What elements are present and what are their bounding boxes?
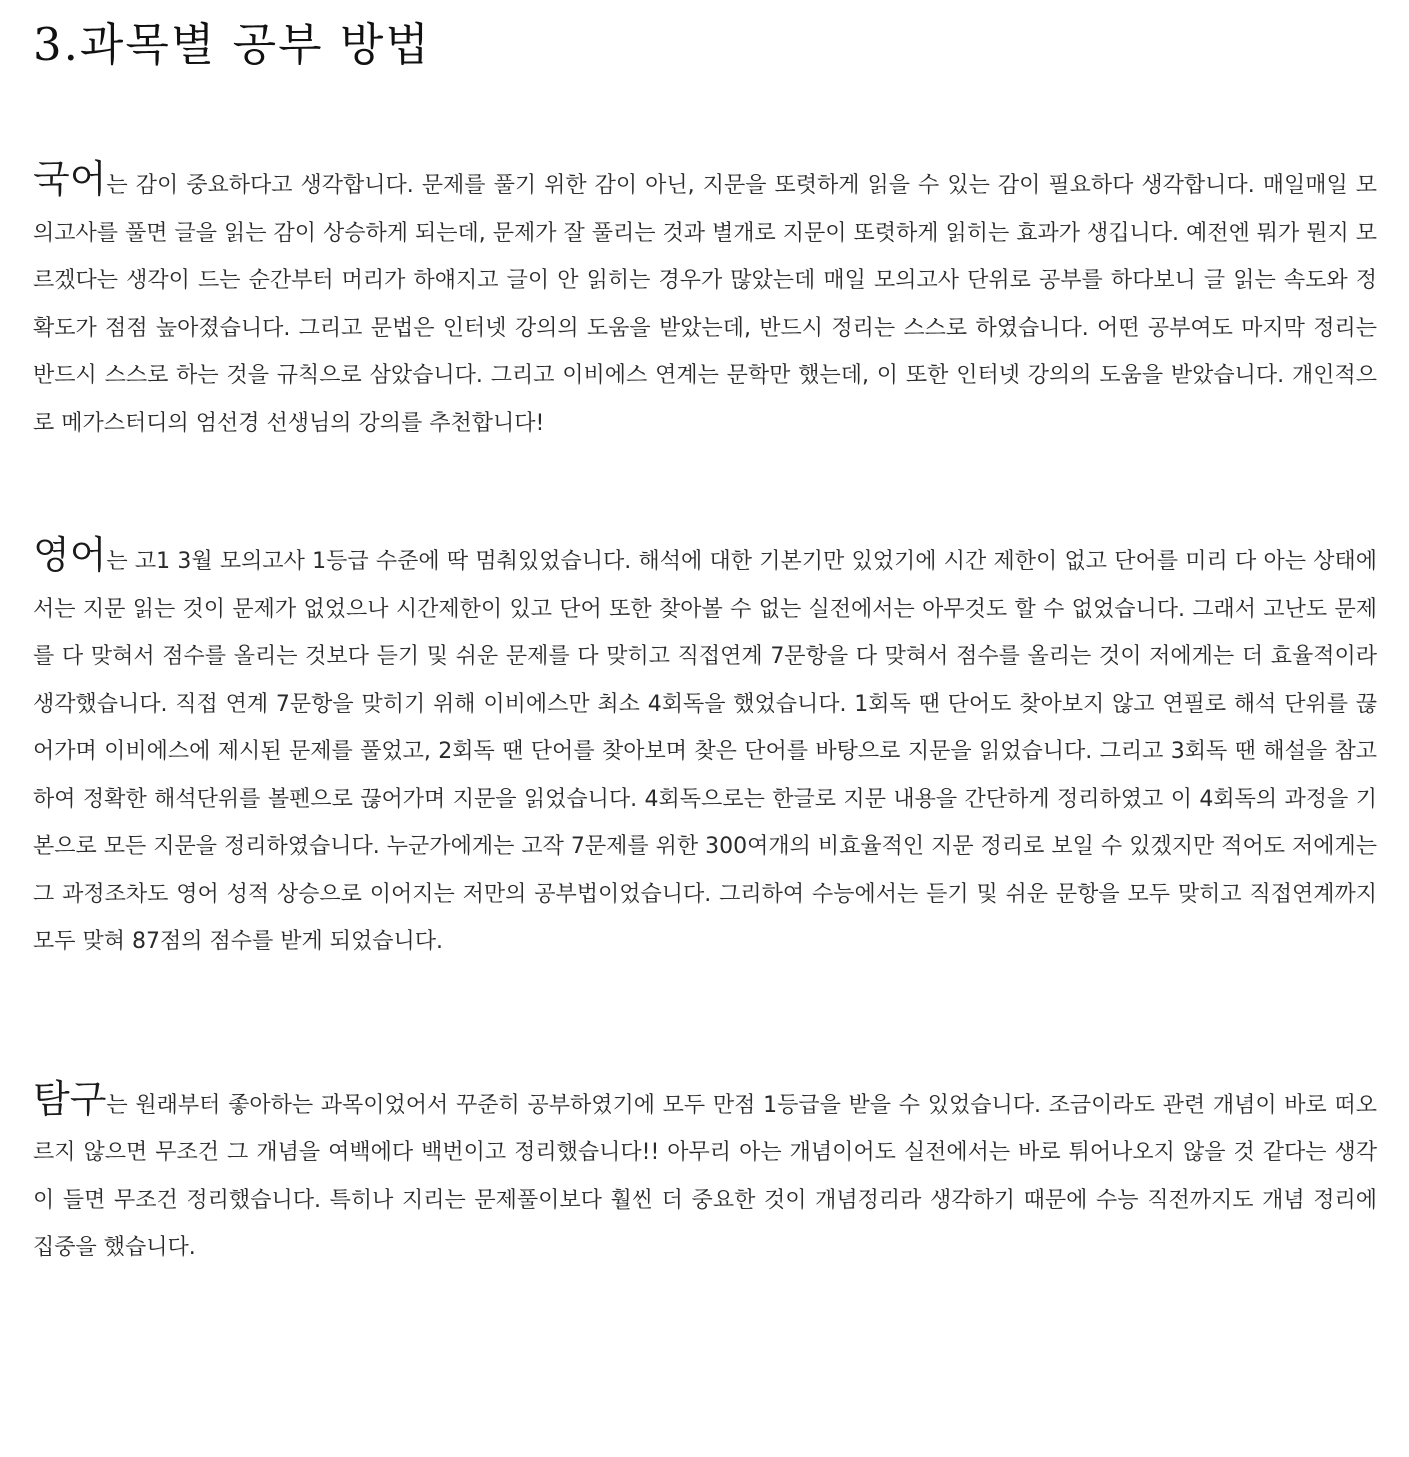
subject-heading-korean: 국어 xyxy=(33,157,107,201)
subject-heading-inquiry: 탐구 xyxy=(33,1076,107,1121)
section-english xyxy=(33,532,1377,966)
page-title: 3.과목별 공부 방법 xyxy=(33,18,431,71)
section-english-text: 는 고1 3월 모의고사 1등급 수준에 딱 멈춰있었습니다. 해석에 대한 기본기만 있었기에 시간 제한이 없고 단어를 미리 다 아는 상태에서는 지문 읽는 것이 문제가 없었으나 시간제한이 있고 단어 또한 찾아볼 수 없는 실전에서는 아무것도 할 수 없었습니다. 그래서 고난도 문제를 다 맞혀서 점수를 올리는 것보다 듣기 및 쉬운 문제를 다 맞히고 직접연계 7문항을 다 맞혀서 점수를 올리는 것이 저에게는 더 효율적이라 생각했습니다. 직접 연계 7문항을 맞히기 위해 이비에스만 최소 4회독을 했었습니다. 1회독 땐 단어도 찾아보지 않고 연필로 해석 단위를 끊어가며 이비에스에 제시된 문제를 풀었고, 2회독 땐 단어를 찾아보며 찾은 단어를 바탕으로 지문을 읽었습니다. 그리고 3회독 땐 해설을 참고하여 정확한 해석단위를 볼펜으로 끊어가며 지문을 읽었습니다. 4회독으로는 한글로 지문 내용을 간단하게 정리하였고 이 4회독의 과정을 기본으로 모든 지문을 정리하였습니다. 누군가에게는 고작 7문제를 위한 300여개의 비효율적인 지문 정리로 보일 수 있겠지만 적어도 저에게는 그 과정조차도 영어 성적 상승으로 이어지는 저만의 공부법이었습니다. 그리하여 수능에서는 듣기 및 쉬운 문항을 모두 맞히고 직접연계까지 모두 맞혀 87점의 점수를 받게 되었습니다. xyxy=(33,549,1377,954)
section-inquiry-text: 는 원래부터 좋아하는 과목이었어서 꾸준히 공부하였기에 모두 만점 1등급을 받을 수 있었습니다. 조금이라도 관련 개념이 바로 떠오르지 않으면 무조건 그 개념을 여백에다 백번이고 정리했습니다!! 아무리 아는 개념이어도 실전에서는 바로 튀어나오지 않을 것 같다는 생각이 들면 무조건 정리했습니다. 특히나 지리는 문제풀이보다 훨씬 더 중요한 것이 개념정리라 생각하기 때문에 수능 직전까지도 개념 정리에 집중을 했습니다. xyxy=(33,1092,1377,1260)
section-korean xyxy=(33,156,1377,447)
subject-heading-english: 영어 xyxy=(33,533,107,577)
document-page xyxy=(33,0,1377,1272)
section-inquiry xyxy=(33,1076,1377,1272)
section-korean-text: 는 감이 중요하다고 생각합니다. 문제를 풀기 위한 감이 아닌, 지문을 또렷하게 읽을 수 있는 감이 필요하다 생각합니다. 매일매일 모의고사를 풀면 글을 읽는 감이 상승하게 되는데, 문제가 잘 풀리는 것과 별개로 지문이 또렷하게 읽히는 효과가 생깁니다. 예전엔 뭐가 뭔지 모르겠다는 생각이 드는 순간부터 머리가 하얘지고 글이 안 읽히는 경우가 많았는데 매일 모의고사 단위로 공부를 하다보니 글 읽는 속도와 정확도가 점점 높아졌습니다. 그리고 문법은 인터넷 강의의 도움을 받았는데, 반드시 정리는 스스로 하였습니다. 어떤 공부여도 마지막 정리는 반드시 스스로 하는 것을 규칙으로 삼았습니다. 그리고 이비에스 연계는 문학만 했는데, 이 또한 인터넷 강의의 도움을 받았습니다. 개인적으로 메가스터디의 엄선경 선생님의 강의를 추천합니다! xyxy=(33,173,1377,436)
